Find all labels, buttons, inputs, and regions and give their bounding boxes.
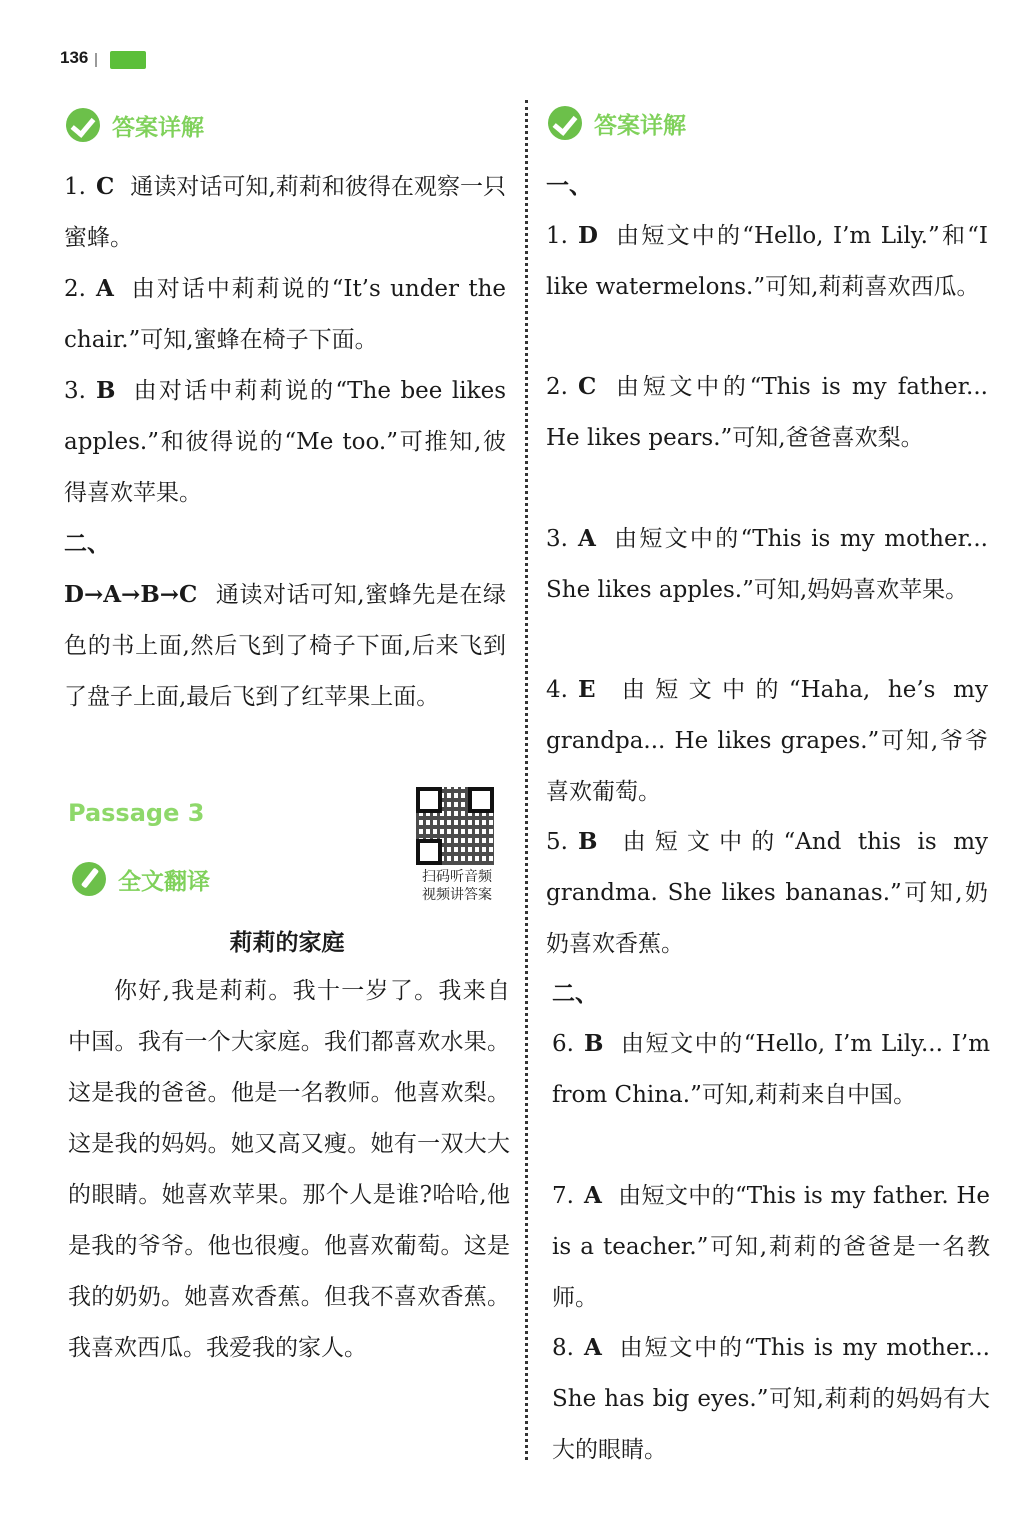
- answer-item-r3: 3. A 由短文中的“This is my mother... She likes apples.”可知,妈妈喜欢苹果。: [546, 525, 988, 603]
- column-divider: [525, 100, 528, 1460]
- answer-item-r8: 8. A 由短文中的“This is my mother... She has big eyes.”可知,莉莉的妈妈有大大的眼睛。: [552, 1334, 990, 1463]
- answer-item-3: 3. B 由对话中莉莉说的“The bee likes apples.”和彼得说的“Me too.”可推知,彼得喜欢苹果。: [64, 377, 506, 506]
- answer-item-r5: 5. B 由短文中的“And this is my grandma. She likes bananas.”可知,奶奶喜欢香蕉。: [546, 828, 988, 957]
- passage-title: Passage 3: [68, 799, 205, 827]
- story-title: 莉莉的家庭: [229, 929, 345, 956]
- answer-heading-right: [548, 106, 686, 140]
- qr-caption: 扫码听音频 视频讲答案: [422, 869, 492, 903]
- section-one-right: 一、: [546, 172, 592, 199]
- answer-item-1: 1. C 通读对话可知,莉莉和彼得在观察一只蜜蜂。: [64, 173, 506, 251]
- check-icon: [66, 108, 100, 142]
- qr-finder: [416, 839, 442, 865]
- order-answer: D→A→B→C 通读对话可知,蜜蜂先是在绿色的书上面,然后飞到了椅子下面,后来飞到了盘子上面,最后飞到了红苹果上面。: [64, 581, 506, 710]
- answer-item-r1: 1. D 由短文中的“Hello, I’m Lily.”和“I like watermelons.”可知,莉莉喜欢西瓜。: [546, 222, 988, 300]
- qr-finder: [468, 787, 494, 813]
- answer-item-r4: 4. E 由短文中的“Haha, he’s my grandpa... He likes grapes.”可知,爷爷喜欢葡萄。: [546, 676, 988, 805]
- answer-heading-label: 答案详解: [594, 112, 686, 139]
- page-number: 136: [60, 48, 89, 67]
- answer-item-2: 2. A 由对话中莉莉说的“It’s under the chair.”可知,蜜蜂在椅子下面。: [64, 275, 506, 353]
- story-text: 你好,我是莉莉。我十一岁了。我来自中国。我有一个大家庭。我们都喜欢水果。这是我的爸爸。他是一名教师。他喜欢梨。这是我的妈妈。她又高又瘦。她有一双大大的眼睛。她喜欢苹果。那个人是谁?哈哈,他是我的爷爷。他也很瘦。他喜欢葡萄。这是我的奶奶。她喜欢香蕉。但我不喜欢香蕉。我喜欢西瓜。我爱我的家人。: [68, 978, 510, 1361]
- qr-finder: [416, 787, 442, 813]
- section-tag: [110, 51, 146, 69]
- answer-heading-label: 答案详解: [112, 114, 204, 141]
- page-number-separator: [95, 53, 97, 67]
- answer-heading-left: [66, 108, 204, 142]
- section-two-right: 二、: [552, 980, 598, 1007]
- section-two-left: 二、: [64, 530, 110, 557]
- translation-heading-label: 全文翻译: [118, 868, 210, 895]
- answer-item-r2: 2. C 由短文中的“This is my father... He likes pears.”可知,爸爸喜欢梨。: [546, 373, 988, 451]
- answer-item-r6: 6. B 由短文中的“Hello, I’m Lily... I’m from China.”可知,莉莉来自中国。: [552, 1030, 990, 1108]
- check-icon: [548, 106, 582, 140]
- pen-icon: [72, 862, 106, 896]
- answer-item-r7: 7. A 由短文中的“This is my father. He is a teacher.”可知,莉莉的爸爸是一名教师。: [552, 1182, 990, 1311]
- translation-heading: [72, 862, 210, 896]
